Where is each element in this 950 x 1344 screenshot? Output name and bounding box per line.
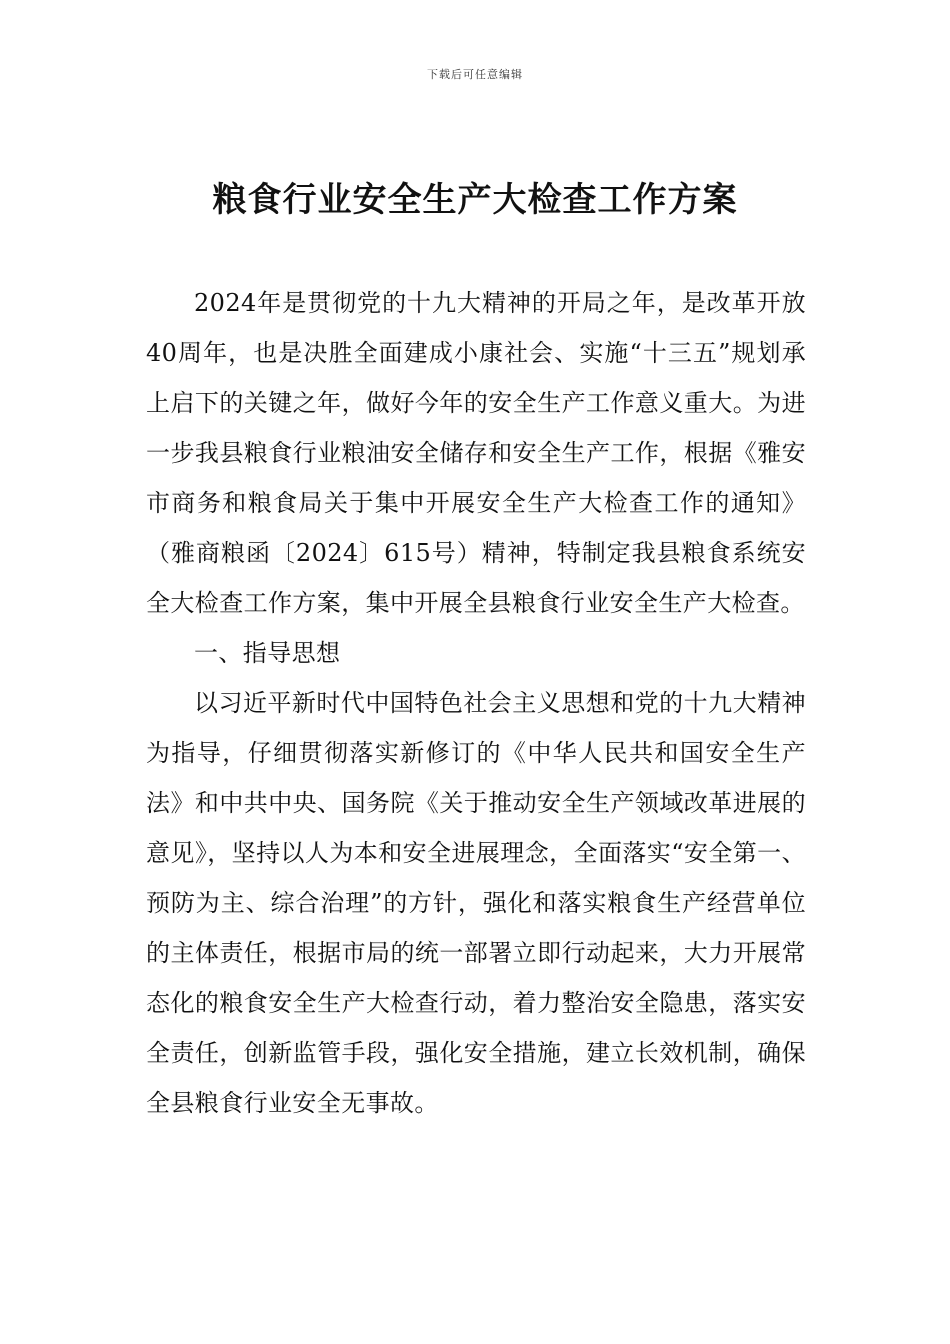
document-title: 粮食行业安全生产大检查工作方案	[212, 180, 738, 220]
document-body	[146, 278, 806, 1128]
header-note: 下载后可任意编辑	[427, 68, 523, 81]
section-heading-guiding-thought: 一、指导思想	[194, 639, 341, 667]
intro-paragraph: 2024年是贯彻党的十九大精神的开局之年，是改革开放40周年，也是决胜全面建成小康社会、实施“十三五”规划承上启下的关键之年，做好今年的安全生产工作意义重大。为进一步我县粮食行业粮油安全储存和安全生产工作，根据《雅安市商务和粮食局关于集中开展安全生产大检查工作的通知》（雅商粮函〔2024〕615号）精神，特制定我县粮食系统安全大检查工作方案，集中开展全县粮食行业安全生产大检查。	[146, 289, 806, 617]
guiding-thought-paragraph: 以习近平新时代中国特色社会主义思想和党的十九大精神为指导，仔细贯彻落实新修订的《中华人民共和国安全生产法》和中共中央、国务院《关于推动安全生产领域改革进展的意见》，坚持以人为本和安全进展理念，全面落实“安全第一、预防为主、综合治理”的方针，强化和落实粮食生产经营单位的主体责任，根据市局的统一部署立即行动起来，大力开展常态化的粮食安全生产大检查行动，着力整治安全隐患，落实安全责任，创新监管手段，强化安全措施，建立长效机制，确保全县粮食行业安全无事故。	[146, 689, 806, 1117]
